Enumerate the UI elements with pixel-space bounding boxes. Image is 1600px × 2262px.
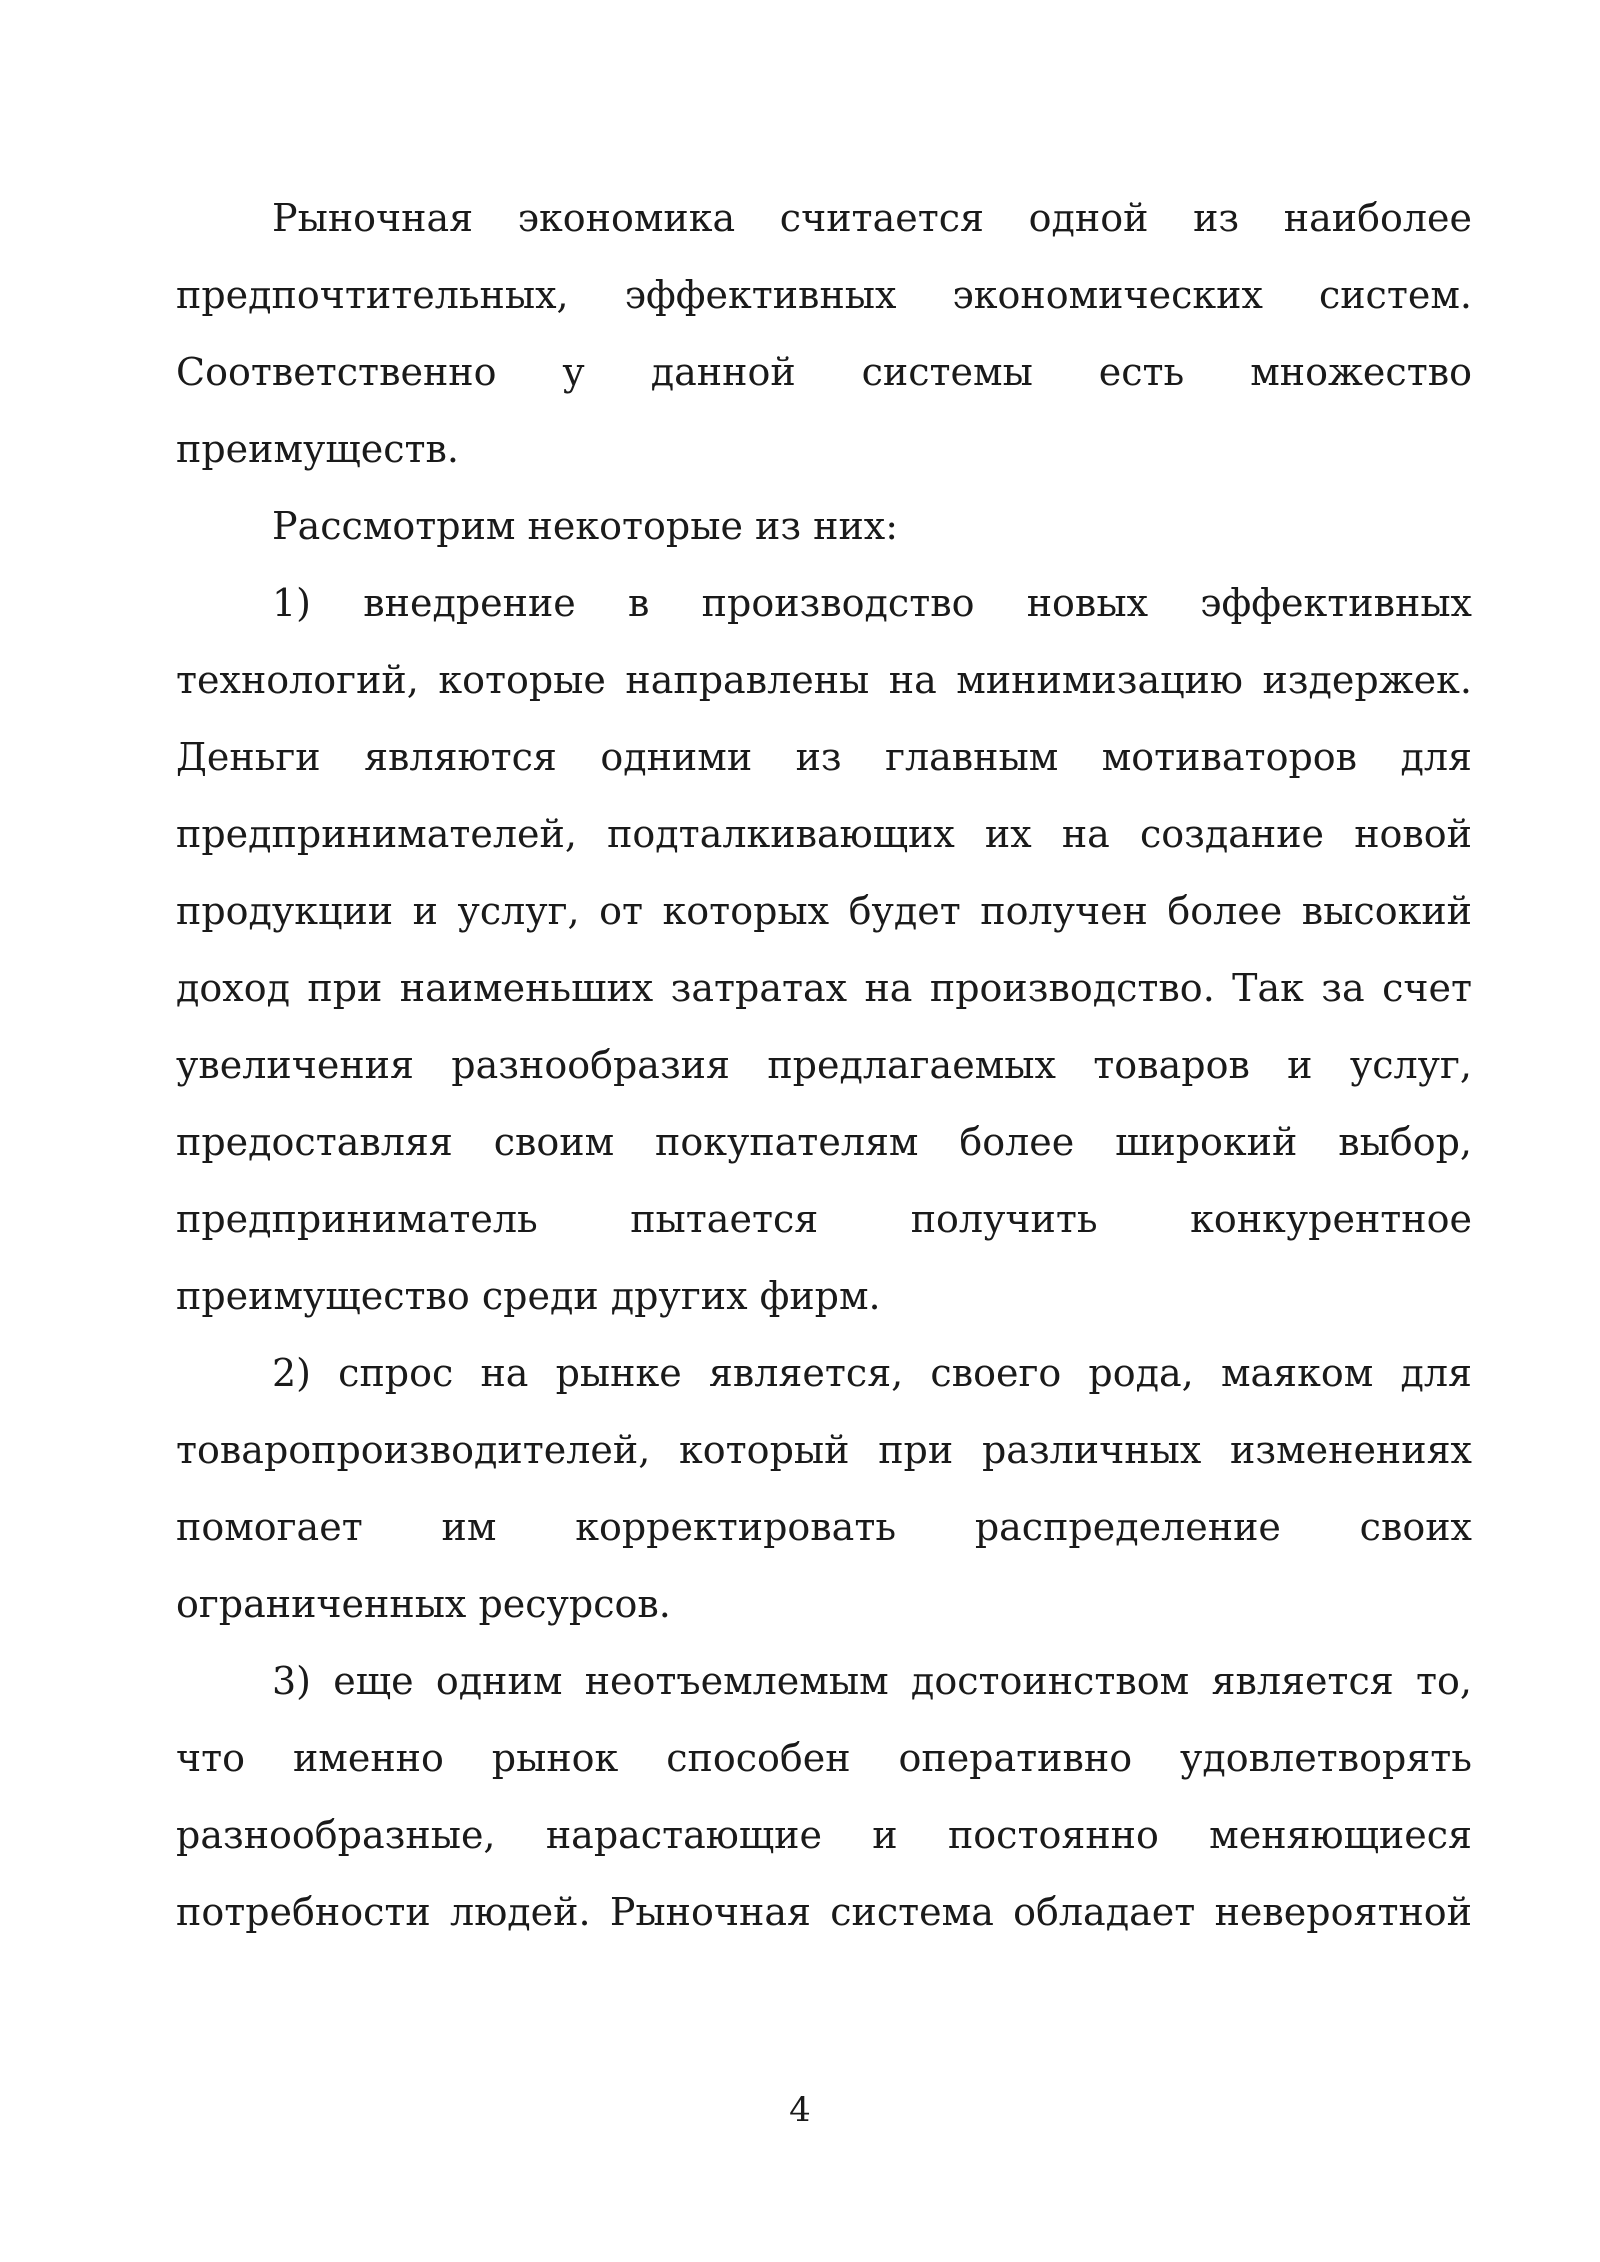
paragraph-item-1: 1) внедрение в производство новых эффективных технологий, которые направлены на минимизацию издержек. Деньги являются одними из главным мотиваторов для предпринимателей, подталкивающих их на создание новой продукции и услуг, от которых будет получен более высокий доход при наименьших затратах на производство. Так за счет увеличения разнообразия предлагаемых товаров и услуг, предоставляя своим покупателям более широкий выбор, предприниматель пытается получить конкурентное преимущество среди других фирм. [176, 581, 1472, 1318]
paragraph-intro: Рыночная экономика считается одной из наиболее предпочтительных, эффективных экономических систем. Соответственно у данной системы есть множество преимуществ. [176, 196, 1472, 471]
paragraph-item-3: 3) еще одним неотъемлемым достоинством является то, что именно рынок способен оперативно удовлетворять разнообразные, нарастающие и постоянно меняющиеся потребности людей. Рыночная система обладает невероятной [176, 1659, 1472, 1934]
paragraph-item-2: 2) спрос на рынке является, своего рода, маяком для товаропроизводителей, который при различных изменениях помогает им корректировать распределение своих ограниченных ресурсов. [176, 1351, 1472, 1626]
page-number: 4 [789, 2090, 811, 2130]
document-body [176, 180, 1472, 1951]
paragraph-list-lead: Рассмотрим некоторые из них: [272, 504, 899, 548]
